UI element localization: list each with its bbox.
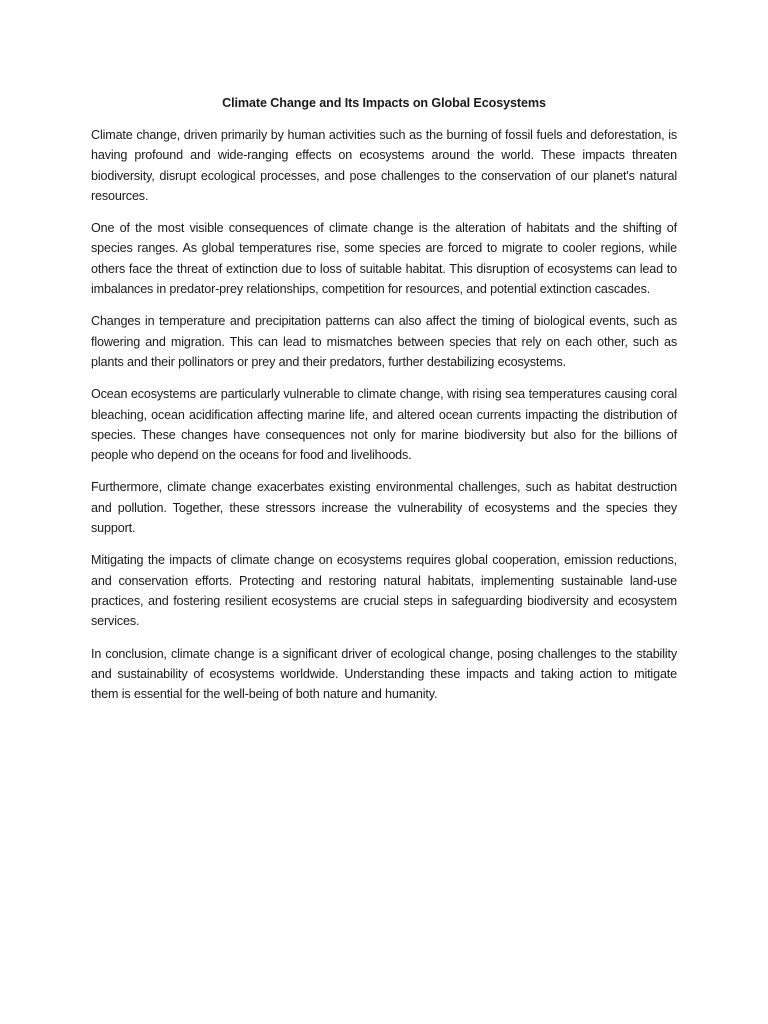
paragraph-1: Climate change, driven primarily by human activities such as the burning of fossil fuels and deforestation, is having profound and wide-ranging effects on ecosystems around the world. These impacts threaten biodiversity, disrupt ecological processes, and pose challenges to the conservation of our planet's natural resources.: [91, 128, 677, 203]
paragraph-7: In conclusion, climate change is a significant driver of ecological change, posing challenges to the stability and sustainability of ecosystems worldwide. Understanding these impacts and taking action to mitigate them is essential for the well-being of both nature and humanity.: [91, 646, 677, 702]
paragraph-3: Changes in temperature and precipitation patterns can also affect the timing of biological events, such as flowering and migration. This can lead to mismatches between species that rely on each other, such as plants and their pollinators or prey and their predators, further destabilizing ecosystems.: [91, 314, 677, 369]
paragraph-4: Ocean ecosystems are particularly vulnerable to climate change, with rising sea temperatures causing coral bleaching, ocean acidification affecting marine life, and altered ocean currents impacting the distribution of species. These changes have consequences not only for marine biodiversity but also for the billions of people who depend on the oceans for food and livelihoods.: [91, 387, 677, 463]
document-title: Climate Change and Its Impacts on Global Ecosystems: [222, 96, 546, 110]
paragraph-2: One of the most visible consequences of climate change is the alteration of habitats and the shifting of species ranges. As global temperatures rise, some species are forced to migrate to cooler regions, while others face the threat of extinction due to loss of suitable habitat. This disruption of ecosystems can lead to imbalances in predator-prey relationships, competition for resources, and potential extinction cascades.: [91, 221, 677, 297]
paragraph-5: Furthermore, climate change exacerbates existing environmental challenges, such as habitat destruction and pollution. Together, these stressors increase the vulnerability of ecosystems and the species they support.: [91, 480, 677, 536]
paragraph-6: Mitigating the impacts of climate change on ecosystems requires global cooperation, emission reductions, and conservation efforts. Protecting and restoring natural habitats, implementing sustainable land-use practices, and fostering resilient ecosystems are crucial steps in safeguarding biodiversity and ecosystem services.: [91, 553, 677, 629]
document-body: [91, 125, 677, 704]
